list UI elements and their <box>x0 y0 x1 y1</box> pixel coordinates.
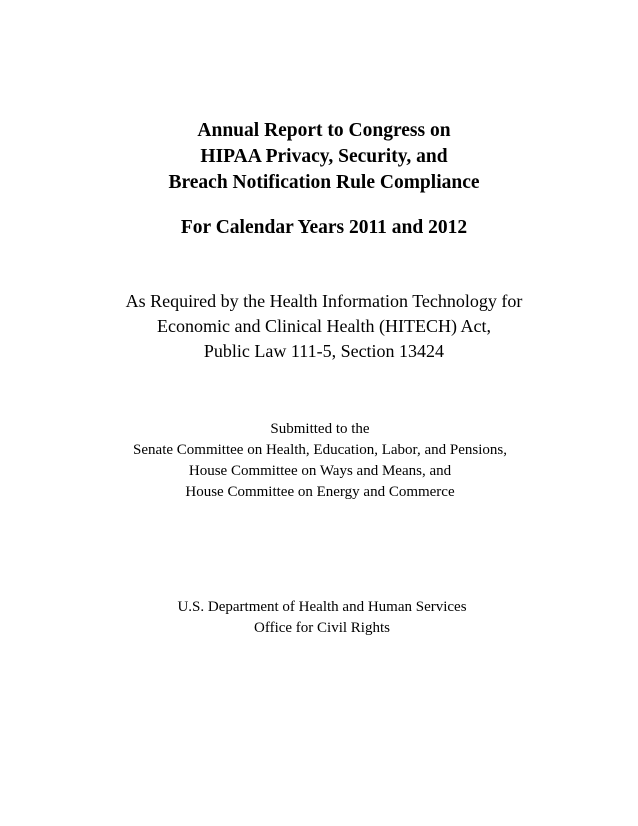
submitted-line-3: House Committee on Ways and Means, and <box>188 463 452 479</box>
department-line-2: Office for Civil Rights <box>254 620 390 636</box>
title-line-1: Annual Report to Congress on <box>197 120 451 141</box>
authority-line-3: Public Law 111-5, Section 13424 <box>203 341 445 361</box>
issuing-department <box>0 597 638 639</box>
submitted-line-4: House Committee on Energy and Commerce <box>185 484 455 500</box>
report-period <box>0 215 638 241</box>
title-line-2: HIPAA Privacy, Security, and <box>200 146 448 167</box>
submitted-line-2: Senate Committee on Health, Education, Labor, and Pensions, <box>133 442 507 458</box>
submitted-line-1: Submitted to the <box>270 421 370 437</box>
period-line: For Calendar Years 2011 and 2012 <box>180 217 468 238</box>
title-line-3: Breach Notification Rule Compliance <box>168 172 480 193</box>
authority-line-1: As Required by the Health Information Technology for <box>125 291 523 311</box>
submission-recipients <box>0 419 638 503</box>
authority-line-2: Economic and Clinical Health (HITECH) Act, <box>157 316 491 336</box>
statutory-authority <box>0 289 638 364</box>
report-title <box>0 118 638 196</box>
department-line-1: U.S. Department of Health and Human Services <box>177 599 467 615</box>
